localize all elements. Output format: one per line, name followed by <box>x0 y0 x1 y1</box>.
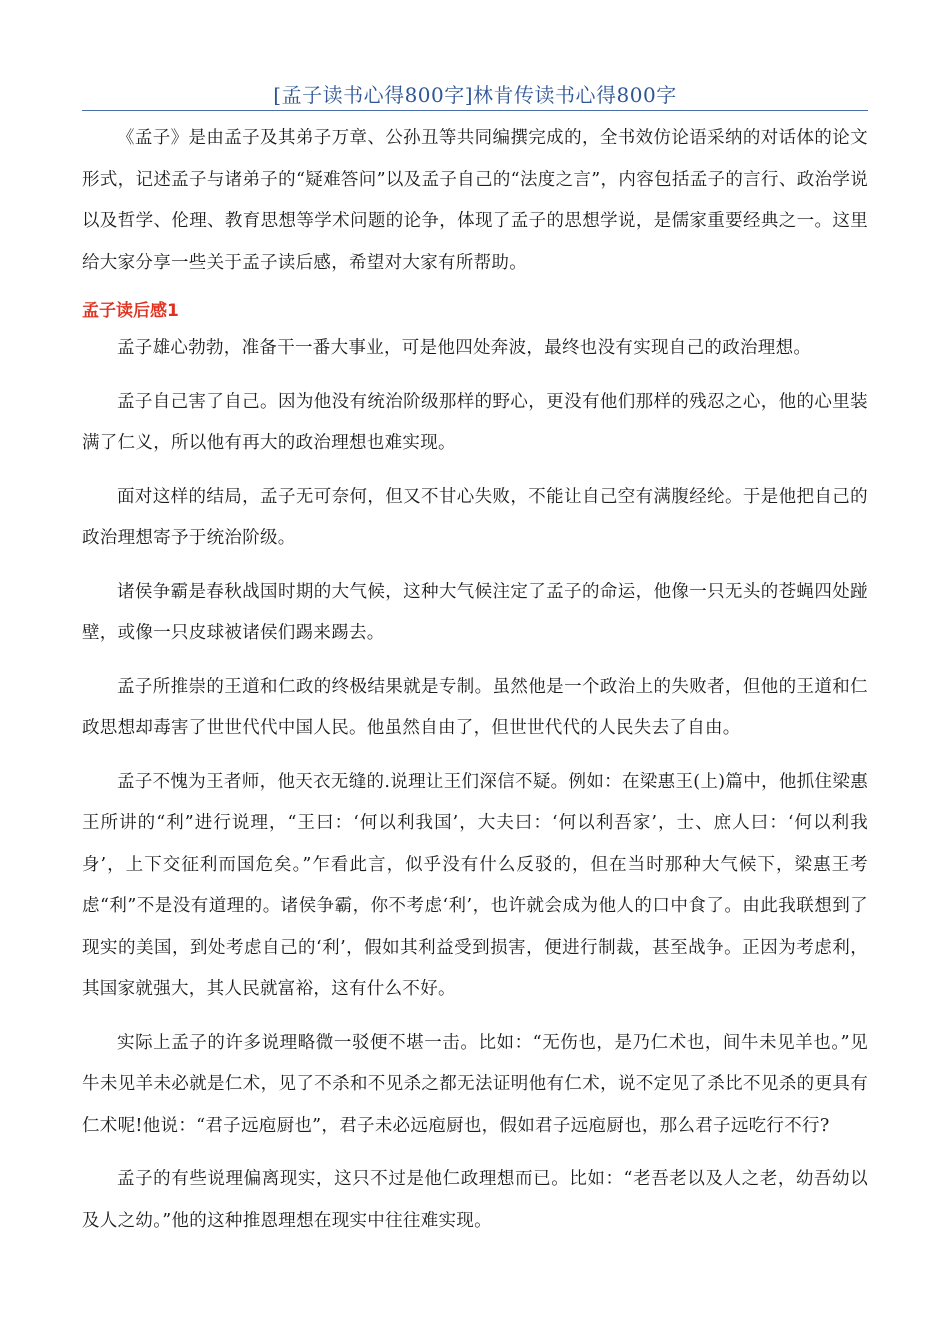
body-paragraph: 孟子所推崇的王道和仁政的终极结果就是专制。虽然他是一个政治上的失败者，但他的王道和仁政思想却毒害了世世代代中国人民。他虽然自由了，但世世代代的人民失去了自由。 <box>82 676 868 738</box>
body-paragraph: 孟子自己害了自己。因为他没有统治阶级那样的野心，更没有他们那样的残忍之心，他的心里装满了仁义，所以他有再大的政治理想也难实现。 <box>82 391 868 453</box>
document-title: [孟子读书心得800字]林肯传读书心得800字 <box>273 83 677 107</box>
body-paragraph: 孟子的有些说理偏离现实，这只不过是他仁政理想而已。比如：“老吾老以及人之老，幼吾幼以及人之幼。”他的这种推恩理想在现实中往往难实现。 <box>82 1169 868 1231</box>
title-divider <box>82 110 868 111</box>
body-paragraph: 面对这样的结局，孟子无可奈何，但又不甘心失败，不能让自己空有满腹经纶。于是他把自己的政治理想寄予于统治阶级。 <box>82 486 868 548</box>
body-paragraph: 诸侯争霸是春秋战国时期的大气候，这种大气候注定了孟子的命运，他像一只无头的苍蝇四处踫壁，或像一只皮球被诸侯们踢来踢去。 <box>82 581 868 643</box>
section-heading: 孟子读后感1 <box>82 301 179 321</box>
body-paragraph: 孟子雄心勃勃，准备干一番大事业，可是他四处奔波，最终也没有实现自己的政治理想。 <box>117 338 812 358</box>
body-paragraph: 孟子不愧为王者师，他天衣无缝的.说理让王们深信不疑。例如：在梁惠王(上)篇中，他抓住梁惠王所讲的“利”进行说理，“王曰：‘何以利我国’，大夫曰：‘何以利吾家’，士、庶人曰：‘何以利我身’，上下交征利而国危矣。”乍看此言，似乎没有什么反驳的，但在当时那种大气候下，梁惠王考虑“利”不是没有道理的。诸侯争霸，你不考虑‘利’，也许就会成为他人的口中食了。由此我联想到了现实的美国，到处考虑自己的‘利’，假如其利益受到损害，便进行制裁，甚至战争。正因为考虑利，其国家就强大，其人民就富裕，这有什么不好。 <box>82 771 868 999</box>
document-body <box>82 118 868 1242</box>
intro-paragraph: 《孟子》是由孟子及其弟子万章、公孙丑等共同编撰完成的，全书效仿论语采纳的对话体的论文形式，记述孟子与诸弟子的“疑难答问”以及孟子自己的“法度之言”，内容包括孟子的言行、政治学说以及哲学、伦理、教育思想等学术问题的论争，体现了孟子的思想学说，是儒家重要经典之一。这里给大家分享一些关于孟子读后感，希望对大家有所帮助。 <box>82 128 868 273</box>
body-paragraph: 实际上孟子的许多说理略微一驳便不堪一击。比如：“无伤也，是乃仁术也，间牛未见羊也。”见牛未见羊未必就是仁术，见了不杀和不见杀之都无法证明他有仁术，说不定见了杀比不见杀的更具有仁术呢!他说：“君子远庖厨也”，君子未必远庖厨也，假如君子远庖厨也，那么君子远吃行不行? <box>82 1032 868 1136</box>
